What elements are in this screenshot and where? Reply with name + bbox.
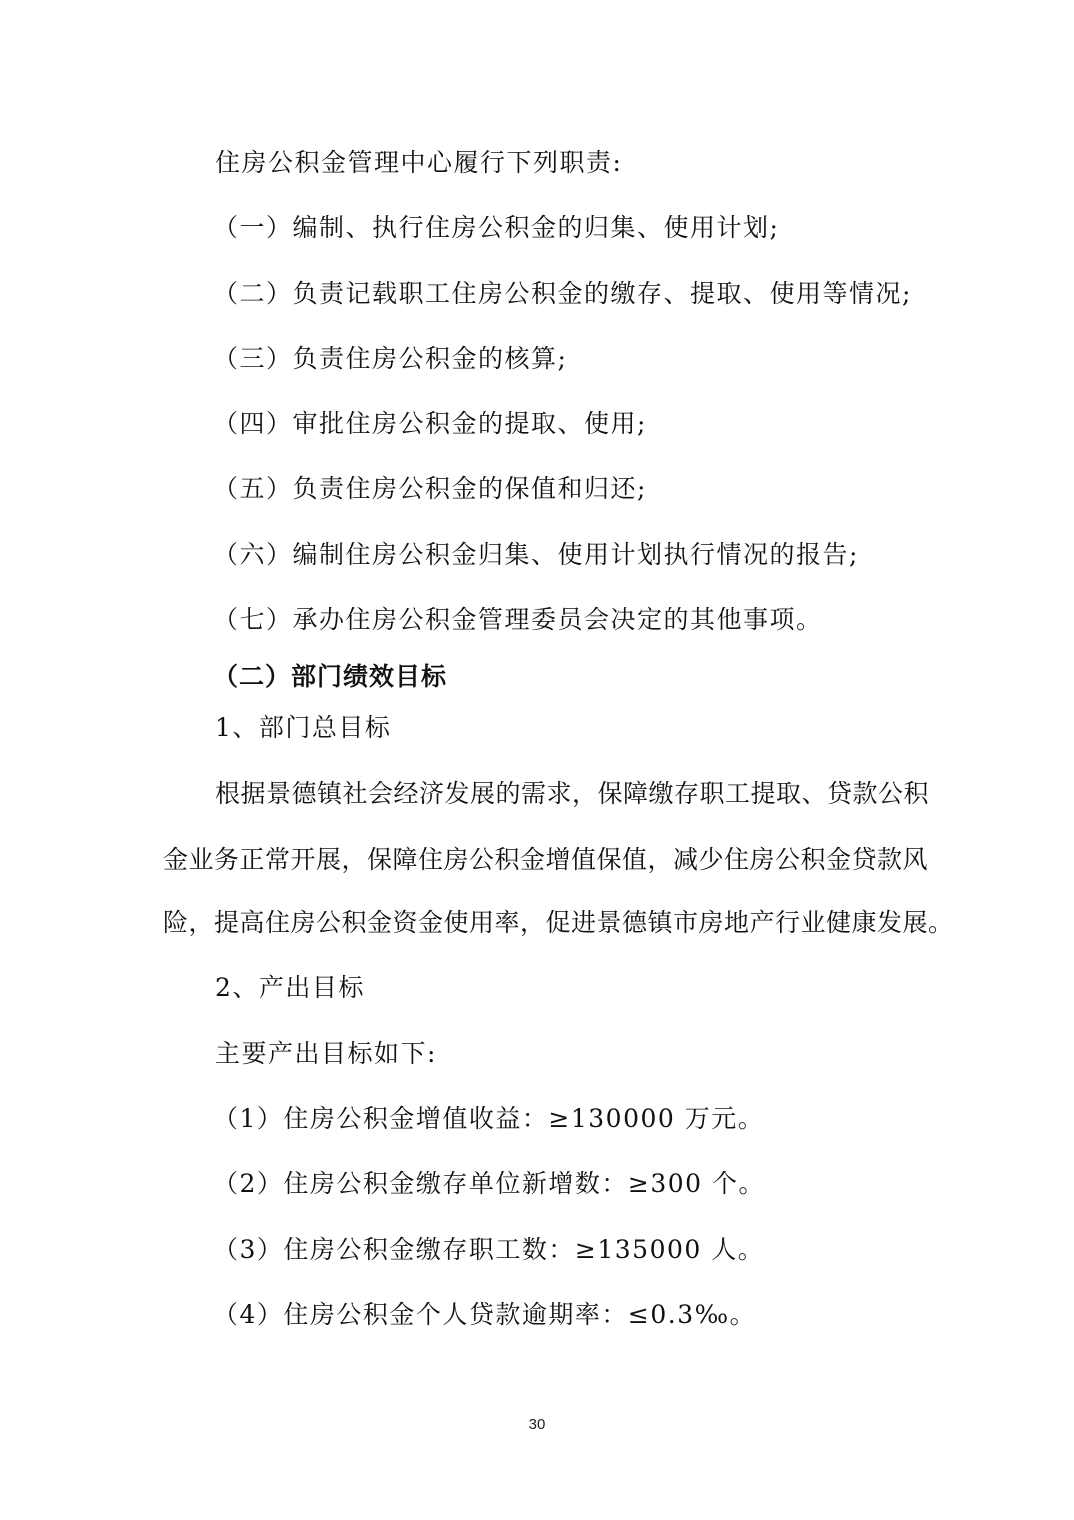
overall-goal-line-1: 根据景德镇社会经济发展的需求，保障缴存职工提取、贷款公积 — [215, 779, 930, 808]
duty-item-1: （一）编制、执行住房公积金的归集、使用计划; — [213, 213, 780, 242]
overall-goal-title: 1、部门总目标 — [215, 713, 392, 742]
overall-goal-line-3: 险，提高住房公积金资金使用率，促进景德镇市房地产行业健康发展。 — [163, 908, 954, 937]
duty-item-3: （三）负责住房公积金的核算; — [213, 344, 568, 373]
output-item-4: （4）住房公积金个人贷款逾期率：≤0.3‰。 — [213, 1300, 757, 1329]
duty-item-2: （二）负责记载职工住房公积金的缴存、提取、使用等情况; — [213, 279, 912, 308]
output-item-2: （2）住房公积金缴存单位新增数：≥300 个。 — [213, 1169, 766, 1198]
output-item-3: （3）住房公积金缴存职工数：≥135000 人。 — [213, 1235, 765, 1264]
duty-item-6: （六）编制住房公积金归集、使用计划执行情况的报告; — [213, 540, 859, 569]
output-goal-title: 2、产出目标 — [215, 973, 365, 1002]
section-heading-performance: （二）部门绩效目标 — [213, 662, 448, 691]
page-number: 30 — [528, 1416, 546, 1433]
output-item-1: （1）住房公积金增值收益：≥130000 万元。 — [213, 1104, 765, 1133]
output-goal-intro: 主要产出目标如下: — [215, 1039, 437, 1068]
overall-goal-line-2: 金业务正常开展，保障住房公积金增值保值，减少住房公积金贷款风 — [163, 845, 929, 874]
duties-intro: 住房公积金管理中心履行下列职责: — [215, 148, 623, 177]
duty-item-7: （七）承办住房公积金管理委员会决定的其他事项。 — [213, 605, 823, 634]
duty-item-5: （五）负责住房公积金的保值和归还; — [213, 474, 647, 503]
duty-item-4: （四）审批住房公积金的提取、使用; — [213, 409, 647, 438]
